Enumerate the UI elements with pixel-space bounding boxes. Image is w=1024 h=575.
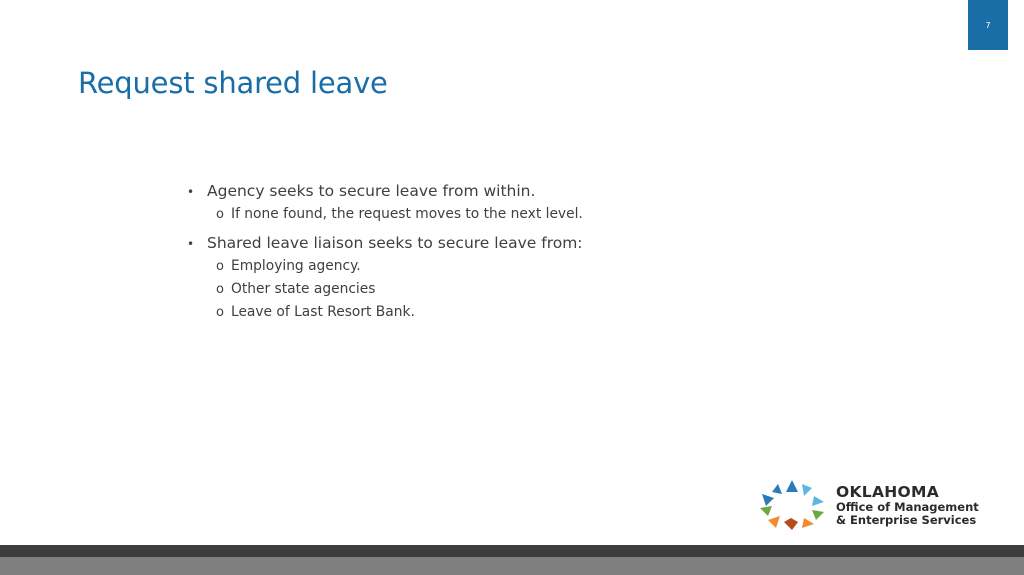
sub-bullet-marker: o <box>216 259 224 274</box>
sub-bullet-item <box>187 301 787 324</box>
sub-bullet-text: If none found, the request moves to the next level. <box>231 206 583 222</box>
sub-bullet-item <box>187 278 787 301</box>
logo-line-2: & Enterprise Services <box>836 512 977 527</box>
sub-bullet-item <box>187 255 787 278</box>
sub-bullet-text: Leave of Last Resort Bank. <box>231 304 415 320</box>
oklahoma-star-logo-icon <box>758 478 826 532</box>
omes-logo <box>758 478 1008 532</box>
sub-bullet-marker: o <box>216 207 224 222</box>
footer-bar-light <box>0 557 1024 575</box>
sub-bullet-item <box>187 203 787 226</box>
bullet-text: Shared leave liaison seeks to secure leave from: <box>207 234 583 252</box>
sub-bullet-text: Other state agencies <box>231 281 376 297</box>
bullet-list <box>187 180 787 324</box>
sub-bullet-marker: o <box>216 282 224 297</box>
bullet-marker: • <box>187 185 195 199</box>
bullet-text: Agency seeks to secure leave from within. <box>207 182 536 200</box>
logo-text <box>836 484 979 527</box>
bullet-item <box>187 232 787 255</box>
footer-bar-dark <box>0 545 1024 557</box>
slide-title: Request shared leave <box>78 66 388 100</box>
page-number-tab <box>968 0 1008 50</box>
bullet-item <box>187 180 787 203</box>
logo-state-name: OKLAHOMA <box>836 482 940 501</box>
sub-bullet-marker: o <box>216 305 224 320</box>
logo-line-1: Office of Management <box>836 499 979 514</box>
bullet-marker: • <box>187 237 195 251</box>
page-number: 7 <box>985 20 991 30</box>
sub-bullet-text: Employing agency. <box>231 258 361 274</box>
